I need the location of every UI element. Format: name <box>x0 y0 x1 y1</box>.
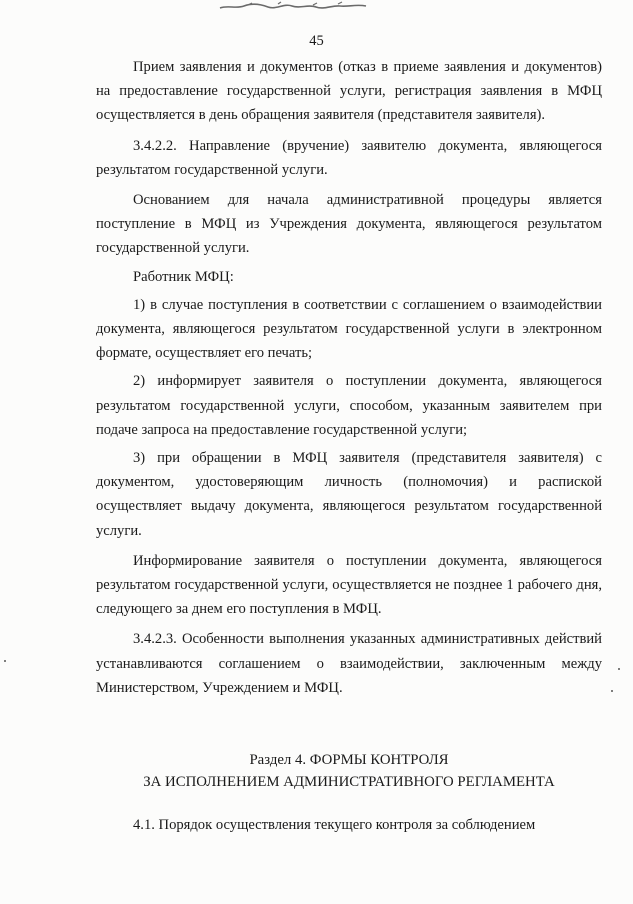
scan-speck <box>611 690 613 692</box>
section-heading-line-2: ЗА ИСПОЛНЕНИЕМ АДМИНИСТРАТИВНОГО РЕГЛАМЕНТА <box>143 774 555 790</box>
page-number: 45 <box>309 33 324 49</box>
paragraph-3-4-2-2: 3.4.2.2. Направление (вручение) заявителю документа, являющегося результатом государственной услуги. <box>96 137 602 178</box>
document-body <box>96 55 602 704</box>
paragraph-mfc-worker: Работник МФЦ: <box>133 268 234 285</box>
paragraph-application-receipt: Прием заявления и документов (отказ в приеме заявления и документов) на предоставление государственной услуги, регистрация заявления в МФЦ осуществляется в день обращения заявителя (представителя заявителя). <box>96 59 602 124</box>
section-heading-line-1: Раздел 4. ФОРМЫ КОНТРОЛЯ <box>249 752 449 768</box>
paragraph-3-4-2-3: 3.4.2.3. Особенности выполнения указанных административных действий устанавливаются соглашением о взаимодействии, заключенным между Министерством, Учреждением и МФЦ. <box>96 631 602 696</box>
list-item-3: 3) при обращении в МФЦ заявителя (представителя заявителя) с документом, удостоверяющим личность (полномочия) и распиской осуществляет выдачу документа, являющегося результатом государственной услуги. <box>96 450 602 539</box>
section-heading <box>96 749 602 793</box>
scan-speck <box>618 668 620 670</box>
scan-speck <box>4 660 6 662</box>
list-item-1: 1) в случае поступления в соответствии с соглашением о взаимодействии документа, являющегося результатом государственной услуги в электронном формате, осуществляет его печать; <box>96 296 602 362</box>
paragraph-basis: Основанием для начала административной процедуры является поступление в МФЦ из Учреждения документа, являющегося результатом государственной услуги. <box>96 192 602 257</box>
scan-artifact-mark <box>218 0 368 10</box>
subsection-4-1: 4.1. Порядок осуществления текущего контроля за соблюдением <box>133 817 536 833</box>
paragraph-informing: Информирование заявителя о поступлении документа, являющегося результатом государственной услуги, осуществляется не позднее 1 рабочего дня, следующего за днем его поступления в МФЦ. <box>96 552 602 618</box>
list-item-2: 2) информирует заявителя о поступлении документа, являющегося результатом государственной услуги, способом, указанным заявителем при подаче запроса на предоставление государственной услуги; <box>96 373 602 438</box>
